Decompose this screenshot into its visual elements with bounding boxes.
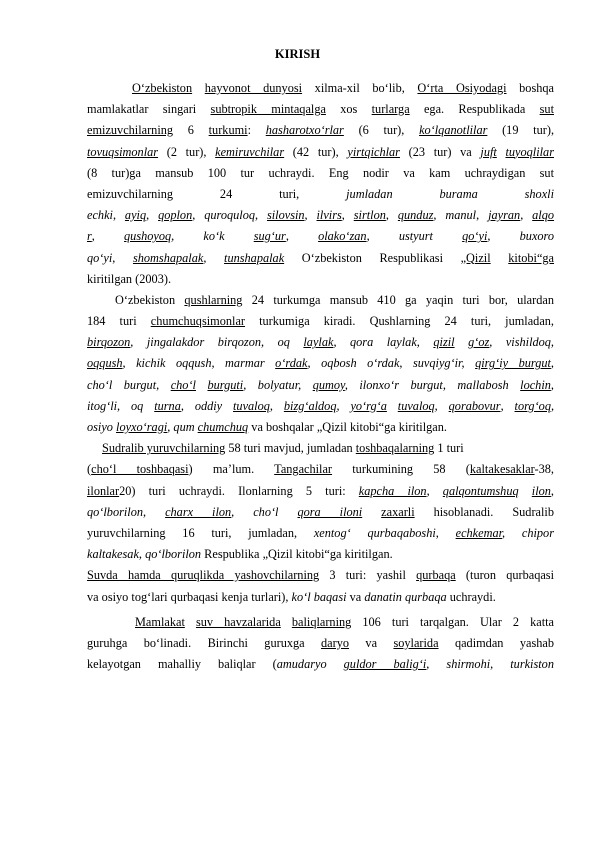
- term-link[interactable]: kaltakesaklar: [469, 462, 535, 477]
- text-line: [87, 163, 554, 184]
- text-run: , qora laylak,: [333, 335, 434, 350]
- text-run: qo‘lborilon: [145, 547, 202, 562]
- term-link[interactable]: toshbaqalarning: [355, 441, 435, 456]
- term-link[interactable]: bizg‘aldoq: [283, 398, 337, 413]
- text-run: 1 turi: [434, 441, 464, 456]
- text-run: manul: [445, 208, 477, 223]
- text-line: [87, 142, 554, 163]
- term-link[interactable]: o‘rdak: [275, 356, 308, 371]
- text-run: , vishildoq,: [489, 335, 555, 350]
- text-run: 3 turi: yashil: [319, 568, 417, 583]
- text-run: , oddiy: [180, 398, 234, 413]
- text-run: [196, 378, 208, 392]
- term-link[interactable]: shomshapalak: [132, 250, 204, 265]
- text-line: [87, 332, 554, 353]
- term-link[interactable]: „Qizil: [460, 250, 491, 265]
- text-run: (: [87, 462, 92, 477]
- text-run: [185, 615, 196, 629]
- text-run: , oqbosh o‘rdak, suvqiyg‘ir,: [307, 356, 476, 371]
- text-run: emizuvchilarning 24 turi,: [87, 186, 347, 201]
- text-run: ,: [520, 208, 533, 223]
- text-run: kelayotgan mahalliy baliqlar (: [87, 657, 277, 672]
- term-link[interactable]: zaxarli: [381, 504, 415, 519]
- text-run: (2 tur),: [158, 144, 216, 159]
- text-run: ,: [203, 250, 225, 265]
- term-link[interactable]: qumoy: [312, 377, 345, 392]
- term-link[interactable]: tuyoqlilar: [505, 144, 554, 159]
- term-link[interactable]: tuvaloq: [233, 398, 270, 413]
- term-link[interactable]: qoplon: [158, 208, 193, 223]
- term-link[interactable]: ilon: [531, 483, 551, 498]
- text-run: va: [346, 589, 365, 604]
- term-link[interactable]: qushoyoq: [124, 229, 172, 244]
- paragraph: [87, 438, 554, 459]
- paragraph: [87, 78, 554, 290]
- term-link[interactable]: alqo: [532, 208, 555, 223]
- text-run: ,: [550, 356, 554, 371]
- text-line: [87, 438, 554, 459]
- text-run: va boshqalar „Qizil kitobi“ga kiritilgan.: [248, 420, 447, 434]
- term-link[interactable]: suv havzalarida: [195, 614, 281, 629]
- text-run: ,: [550, 398, 555, 413]
- text-run: ,: [138, 547, 146, 562]
- text-run: ,: [143, 504, 166, 519]
- text-line: [87, 654, 554, 675]
- term-link[interactable]: ayiq: [124, 208, 147, 223]
- text-run: -38,: [534, 462, 554, 477]
- term-link[interactable]: soylarida: [393, 635, 439, 650]
- term-link[interactable]: chumchuqsimonlar: [150, 314, 245, 329]
- text-line: [87, 587, 554, 608]
- text-line: [87, 612, 554, 633]
- text-run: , bolyatur,: [243, 377, 313, 392]
- text-run: [192, 81, 205, 95]
- text-line: [87, 184, 554, 205]
- term-link[interactable]: tuvaloq: [397, 398, 435, 413]
- text-run: ,: [426, 483, 443, 498]
- term-link[interactable]: hasharotxo‘rlar: [265, 123, 344, 138]
- text-run: , chipor: [502, 525, 554, 540]
- term-link[interactable]: ilonlar: [87, 483, 120, 498]
- term-link[interactable]: qurbaqa: [416, 568, 456, 583]
- term-link[interactable]: kitobi“ga: [508, 250, 555, 265]
- text-run: danatin qurbaqa: [364, 589, 447, 604]
- term-link[interactable]: Tangachilar: [274, 462, 333, 477]
- paragraph: [87, 612, 554, 676]
- text-line: [87, 459, 554, 480]
- text-run: echki: [87, 208, 113, 223]
- term-link[interactable]: baliqlarning: [291, 614, 352, 629]
- text-run: (19 tur),: [487, 123, 555, 138]
- term-link[interactable]: O‘rta Osiyodagi: [417, 81, 507, 95]
- text-run: qadimdan yashab: [438, 635, 554, 650]
- text-line: [87, 565, 554, 586]
- text-run: , jingalakdor birqozon, oq: [130, 335, 304, 350]
- text-run: 58 turi mavjud, jumladan: [225, 441, 356, 456]
- term-link[interactable]: yo‘rg‘a: [350, 398, 387, 413]
- text-run: ,: [192, 208, 205, 223]
- text-run: , kichik oqqush, marmar: [122, 356, 276, 371]
- paragraph: [87, 290, 554, 438]
- text-run: 106 turi tarqalgan. Ular 2 katta: [351, 614, 555, 629]
- text-run: qo‘lborilon: [87, 504, 144, 519]
- term-link[interactable]: g‘oz: [468, 335, 490, 350]
- text-line: [87, 396, 554, 417]
- term-link[interactable]: torg‘oq: [514, 398, 551, 413]
- text-run: (8 tur)ga mansub 100 tur uchraydi. Eng nodir va kam uchraydigan sut: [87, 165, 554, 180]
- text-run: qo‘yi: [87, 250, 113, 265]
- term-link[interactable]: chumchuq: [197, 420, 249, 434]
- term-link[interactable]: cho‘l toshbaqasi: [91, 462, 189, 477]
- text-run: ,: [550, 377, 554, 392]
- text-run: ,: [285, 229, 319, 244]
- text-run: [519, 484, 532, 498]
- term-link[interactable]: O‘zbekiston: [132, 81, 193, 95]
- text-run: xos: [325, 102, 372, 117]
- text-run: ) ma’lum.: [188, 462, 275, 477]
- text-line: [87, 99, 554, 120]
- text-run: ,: [112, 208, 125, 223]
- text-run: , qum: [167, 420, 198, 434]
- text-line: [87, 544, 554, 565]
- text-run: ,: [171, 229, 204, 244]
- text-run: ,: [304, 208, 317, 223]
- term-link[interactable]: birqozon: [87, 335, 131, 350]
- term-link[interactable]: tovuqsimonlar: [87, 144, 159, 159]
- text-run: jumladan burama shoxli: [346, 186, 554, 201]
- term-link[interactable]: kapcha ilon: [358, 483, 427, 498]
- text-run: va: [349, 635, 394, 650]
- text-run: [281, 615, 292, 629]
- term-link[interactable]: olako‘zan: [318, 229, 367, 244]
- text-run: 20) turi uchraydi. Ilonlarning 5 turi:: [119, 483, 359, 498]
- text-line: [87, 78, 554, 99]
- term-link[interactable]: r: [87, 229, 92, 244]
- page-title: KIRISH: [274, 47, 321, 61]
- text-line: [87, 375, 554, 396]
- text-run: ,: [336, 398, 351, 413]
- text-run: xentog‘ qurbaqaboshi: [313, 525, 436, 540]
- term-link[interactable]: jayran: [488, 208, 521, 223]
- term-link[interactable]: ilvirs: [316, 208, 342, 223]
- term-link[interactable]: guldor balig‘i: [343, 657, 427, 672]
- text-run: guruhga bo‘linadi. Birinchi guruxga: [87, 635, 322, 650]
- term-link[interactable]: hayvonot dunyosi: [204, 81, 303, 95]
- paragraph: [87, 459, 554, 607]
- term-link[interactable]: cho‘l: [170, 377, 196, 392]
- text-line: [87, 417, 554, 438]
- text-line: [87, 311, 554, 332]
- text-run: 6: [173, 123, 209, 138]
- term-link[interactable]: turna: [154, 398, 181, 413]
- term-link[interactable]: turlarga: [371, 102, 410, 117]
- text-run: xilma-xil bo‘lib,: [302, 81, 418, 95]
- term-link[interactable]: sirtlon: [353, 208, 386, 223]
- text-run: ,: [366, 229, 399, 244]
- text-run: ,: [550, 483, 554, 498]
- text-run: cho‘l burgut,: [87, 377, 171, 392]
- text-run: va osiyo tog‘lari qurbaqasi kenja turlari),: [87, 589, 292, 604]
- text-run: ,: [426, 657, 447, 672]
- text-run: mamlakatlar singari: [87, 102, 211, 117]
- term-link[interactable]: kemiruvchilar: [215, 144, 285, 159]
- term-link[interactable]: laylak: [303, 335, 334, 350]
- text-run: ,: [91, 229, 125, 244]
- text-run: ,: [341, 208, 354, 223]
- term-link[interactable]: silovsin: [266, 208, 305, 223]
- text-run: 184 turi: [87, 314, 151, 329]
- text-run: ,: [269, 398, 284, 413]
- text-run: ,: [476, 208, 489, 223]
- text-run: Respublika „Qizil kitobi“ga kiritilgan.: [201, 547, 393, 562]
- text-line: [87, 120, 554, 141]
- text-run: , ilonxo‘r burgut, mallabosh: [344, 377, 521, 392]
- text-line: [87, 248, 554, 269]
- term-link[interactable]: sug‘ur: [253, 229, 286, 244]
- text-run: amudaryo: [276, 657, 344, 672]
- text-run: (23 tur) va: [399, 144, 481, 159]
- text-line: [87, 205, 554, 226]
- text-run: (turon qurbaqasi: [455, 568, 555, 583]
- text-run: ,: [385, 208, 398, 223]
- text-run: , turkiston: [490, 657, 554, 672]
- text-line: [87, 481, 554, 502]
- text-run: ,: [435, 525, 456, 540]
- text-run: kaltakesak: [87, 547, 139, 562]
- text-run: turkumining 58 (: [332, 462, 470, 477]
- text-run: (42 tur),: [284, 144, 348, 159]
- term-link[interactable]: qushlarning: [184, 292, 243, 307]
- term-link[interactable]: subtropik mintaqalga: [210, 102, 326, 117]
- text-run: buxoro: [519, 229, 555, 244]
- term-link[interactable]: emizuvchilarning: [87, 123, 174, 138]
- term-link[interactable]: qirg‘iy burgut: [475, 356, 551, 371]
- text-line: [87, 523, 554, 544]
- term-link[interactable]: charx ilon: [165, 504, 232, 519]
- text-run: ega. Respublikada: [409, 102, 540, 117]
- term-link[interactable]: juft: [480, 144, 497, 159]
- term-link[interactable]: qora iloni: [297, 504, 363, 519]
- text-run: ,: [112, 250, 133, 265]
- term-link[interactable]: lochin: [520, 377, 551, 392]
- text-line: [87, 353, 554, 374]
- text-line: [87, 633, 554, 654]
- term-link[interactable]: qizil: [433, 335, 455, 350]
- term-link[interactable]: Mamlakat: [135, 614, 185, 629]
- term-link[interactable]: qorabovur: [448, 398, 501, 413]
- text-run: uchraydi.: [446, 589, 496, 604]
- term-link[interactable]: ko‘lqanotlilar: [419, 123, 488, 138]
- text-run: (6 tur),: [343, 123, 420, 138]
- text-run: [455, 335, 469, 349]
- text-run: ,: [433, 208, 446, 223]
- term-link[interactable]: oqqush: [87, 356, 123, 371]
- text-line: [87, 226, 554, 247]
- term-link[interactable]: loyxo‘ragi: [116, 420, 168, 434]
- term-link[interactable]: qalqontumshuq: [442, 483, 519, 498]
- text-run: ustyurt: [398, 229, 463, 244]
- text-run: [491, 251, 509, 265]
- term-link[interactable]: Suvda hamda quruqlikda yashovchilarning: [87, 568, 320, 583]
- term-link[interactable]: turkumi: [208, 123, 248, 138]
- text-line: [87, 290, 554, 311]
- term-link[interactable]: qo‘yi: [462, 229, 488, 244]
- term-link[interactable]: daryo: [321, 635, 350, 650]
- text-run: ,: [146, 208, 159, 223]
- text-run: itog‘li, oq: [87, 398, 155, 413]
- text-run: quroquloq: [204, 208, 255, 223]
- text-run: ,: [487, 229, 520, 244]
- text-run: shirmohi: [446, 657, 491, 672]
- document-body: [87, 78, 554, 675]
- text-run: boshqa: [506, 81, 554, 95]
- text-run: O‘zbekiston: [115, 292, 185, 307]
- text-run: [362, 505, 381, 519]
- text-run: ,: [500, 398, 515, 413]
- text-line: [87, 269, 554, 290]
- text-run: ,: [434, 398, 449, 413]
- text-run: osiyo: [87, 420, 117, 434]
- text-run: :: [247, 123, 266, 138]
- term-link[interactable]: yirtqichlar: [347, 144, 400, 159]
- text-run: ko‘l baqasi: [291, 589, 347, 604]
- term-link[interactable]: tunshapalak: [224, 250, 285, 265]
- text-run: kiritilgan (2003).: [87, 271, 172, 286]
- text-run: hisoblanadi. Sudralib: [414, 504, 554, 519]
- text-run: , cho‘l: [231, 504, 298, 519]
- text-run: yuruvchilarning 16 turi, jumladan,: [87, 525, 314, 540]
- text-run: ko‘k: [203, 229, 254, 244]
- text-line: [87, 502, 554, 523]
- text-run: 24 turkumga mansub 410 ga yaqin turi bor, ulardan: [242, 292, 554, 307]
- term-link[interactable]: qunduz: [397, 208, 434, 223]
- text-run: turkumiga kiradi. Qushlarning 24 turi, jumladan,: [245, 314, 554, 329]
- text-run: O‘zbekiston Respublikasi: [284, 250, 461, 265]
- term-link[interactable]: burguti: [207, 377, 244, 392]
- term-link[interactable]: sut: [539, 102, 554, 117]
- text-run: ,: [255, 208, 267, 223]
- text-run: [387, 399, 398, 413]
- term-link[interactable]: echkemar: [455, 525, 503, 540]
- term-link[interactable]: Sudralib yuruvchilarning: [102, 441, 226, 456]
